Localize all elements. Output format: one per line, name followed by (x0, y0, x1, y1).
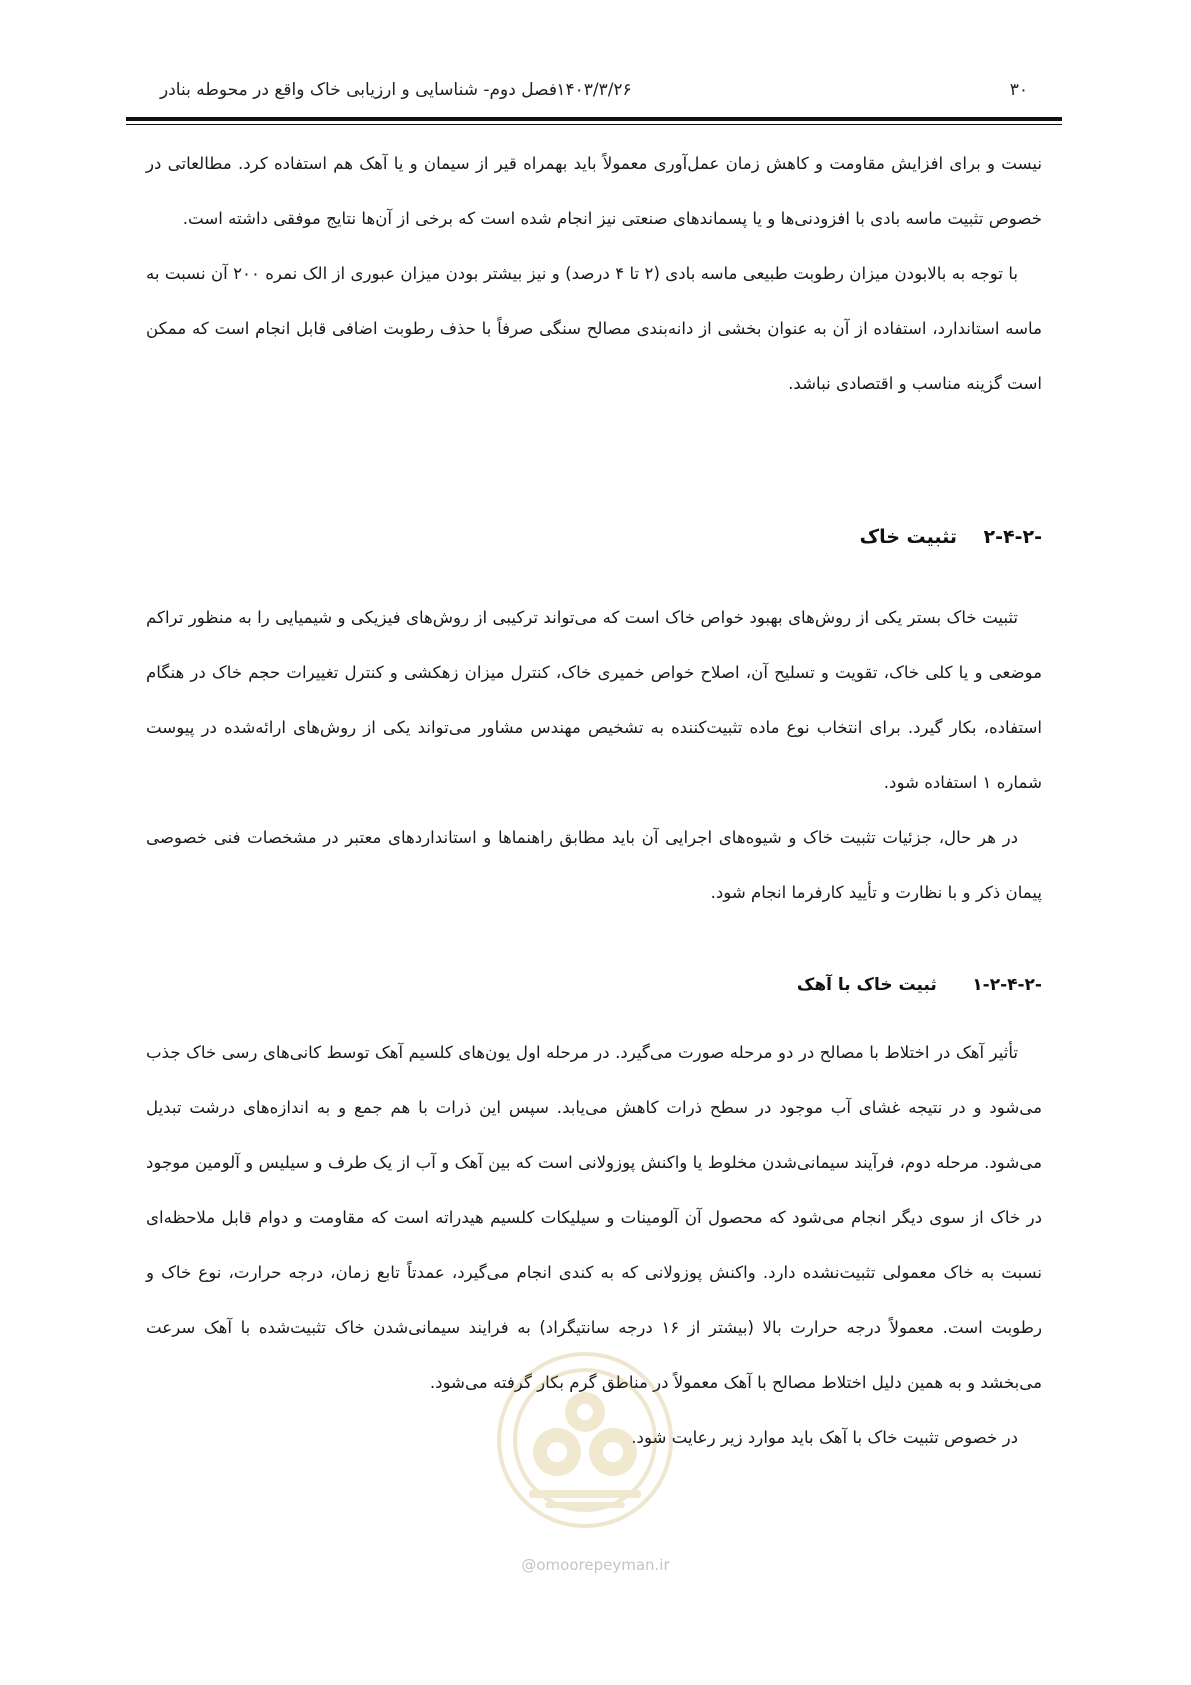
section-number: ۱-۲-۴-۲- (972, 975, 1042, 995)
stabilization-text-block (146, 590, 1042, 920)
chapter-title: فصل دوم- شناسایی و ارزیابی خاک واقع در محوطه بنادر (160, 80, 557, 100)
watermark-url (0, 1556, 1191, 1574)
intro-text-block (146, 136, 1042, 411)
section-title: ثبیت خاک با آهک (796, 975, 937, 995)
section-number: ۲-۴-۲- (983, 526, 1042, 548)
at-icon: @ (521, 1556, 537, 1574)
section-title: تثبیت خاک (859, 526, 958, 548)
paragraph: نیست و برای افزایش مقاومت و کاهش زمان عمل‌آوری معمولاً باید بهمراه قیر از سیمان و یا آهک هم استفاده کرد. مطالعاتی در خصوص تثبیت ماسه بادی با افزودنی‌ها و یا پسماندهای صنعتی نیز انجام شده است که برخی از آن‌ها نتایج موفقی داشته است. (146, 154, 1042, 228)
section-heading-2-4-2 (860, 526, 1042, 548)
header-rule-thin (126, 124, 1062, 125)
page-number: ۳۰ (1009, 80, 1028, 100)
section-heading-2-4-2-1 (797, 975, 1042, 995)
paragraph: در هر حال، جزئیات تثبیت خاک و شیوه‌های اجرایی آن باید مطابق راهنماها و استانداردهای معتبر در مشخصات فنی خصوصی پیمان ذکر و با نظارت و تأیید کارفرما انجام شود. (146, 828, 1042, 902)
gear-seal-logo-icon (485, 1340, 685, 1540)
page-header (126, 76, 1062, 116)
header-date: ۱۴۰۳/۳/۲۶ (556, 80, 632, 100)
paragraph: با توجه به بالابودن میزان رطوبت طبیعی ماسه بادی (۲ تا ۴ درصد) و نیز بیشتر بودن میزان عبوری از الک نمره ۲۰۰ آن نسبت به ماسه استاندارد، استفاده از آن به عنوان بخشی از دانه‌بندی مصالح سنگی صرفاً با حذف رطوبت اضافی قابل انجام است که ممکن است گزینه مناسب و اقتصادی نباشد. (146, 264, 1042, 393)
header-rule-thick (126, 117, 1062, 121)
paragraph: تأثیر آهک در اختلاط با مصالح در دو مرحله صورت می‌گیرد. در مرحله اول یون‌های کلسیم آهک توسط کانی‌های رسی خاک جذب می‌شود و در نتیجه غشای آب موجود در سطح ذرات کاهش می‌یابد. سپس این ذرات با هم جمع و به اندازه‌های درشت تبدیل می‌شود. مرحله دوم، فرآیند سیمانی‌شدن مخلوط یا واکنش پوزولانی است که بین آهک و آب از یک طرف و سیلیس و آلومین موجود در خاک از سوی دیگر انجام می‌شود که محصول آن آلومینات و سیلیکات کلسیم هیدراته است که مقاومت و دوام قابل ملاحظه‌ای نسبت به خاک معمولی تثبیت‌نشده دارد. واکنش پوزولانی که به کندی انجام می‌گیرد، عمدتاً تابع زمان، درجه حرارت، نوع خاک و رطوبت است. معمولاً درجه حرارت بالا (بیشتر از ۱۶ درجه سانتیگراد) به فرایند سیمانی‌شدن خاک تثبیت‌شده با آهک سرعت می‌بخشد و به همین دلیل اختلاط مصالح با آهک معمولاً در مناطق گرم بکار گرفته می‌شود. (146, 1043, 1042, 1392)
paragraph: تثبیت خاک بستر یکی از روش‌های بهبود خواص خاک است که می‌تواند ترکیبی از روش‌های فیزیکی و شیمیایی را به منظور تراکم موضعی و یا کلی خاک، تقویت و تسلیح آن، اصلاح خواص خمیری خاک، کنترل میزان زهکشی و کنترل تغییرات حجم خاک در هنگام استفاده، بکار گیرد. برای انتخاب نوع ماده تثبیت‌کننده به تشخیص مهندس مشاور می‌تواند یکی از روش‌های ارائه‌شده در پیوست شماره ۱ استفاده شود. (146, 608, 1042, 792)
paragraph: در خصوص تثبیت خاک با آهک باید موارد زیر رعایت شود. (631, 1428, 1018, 1447)
watermark-url-text: omoorepeyman.ir (536, 1556, 670, 1574)
